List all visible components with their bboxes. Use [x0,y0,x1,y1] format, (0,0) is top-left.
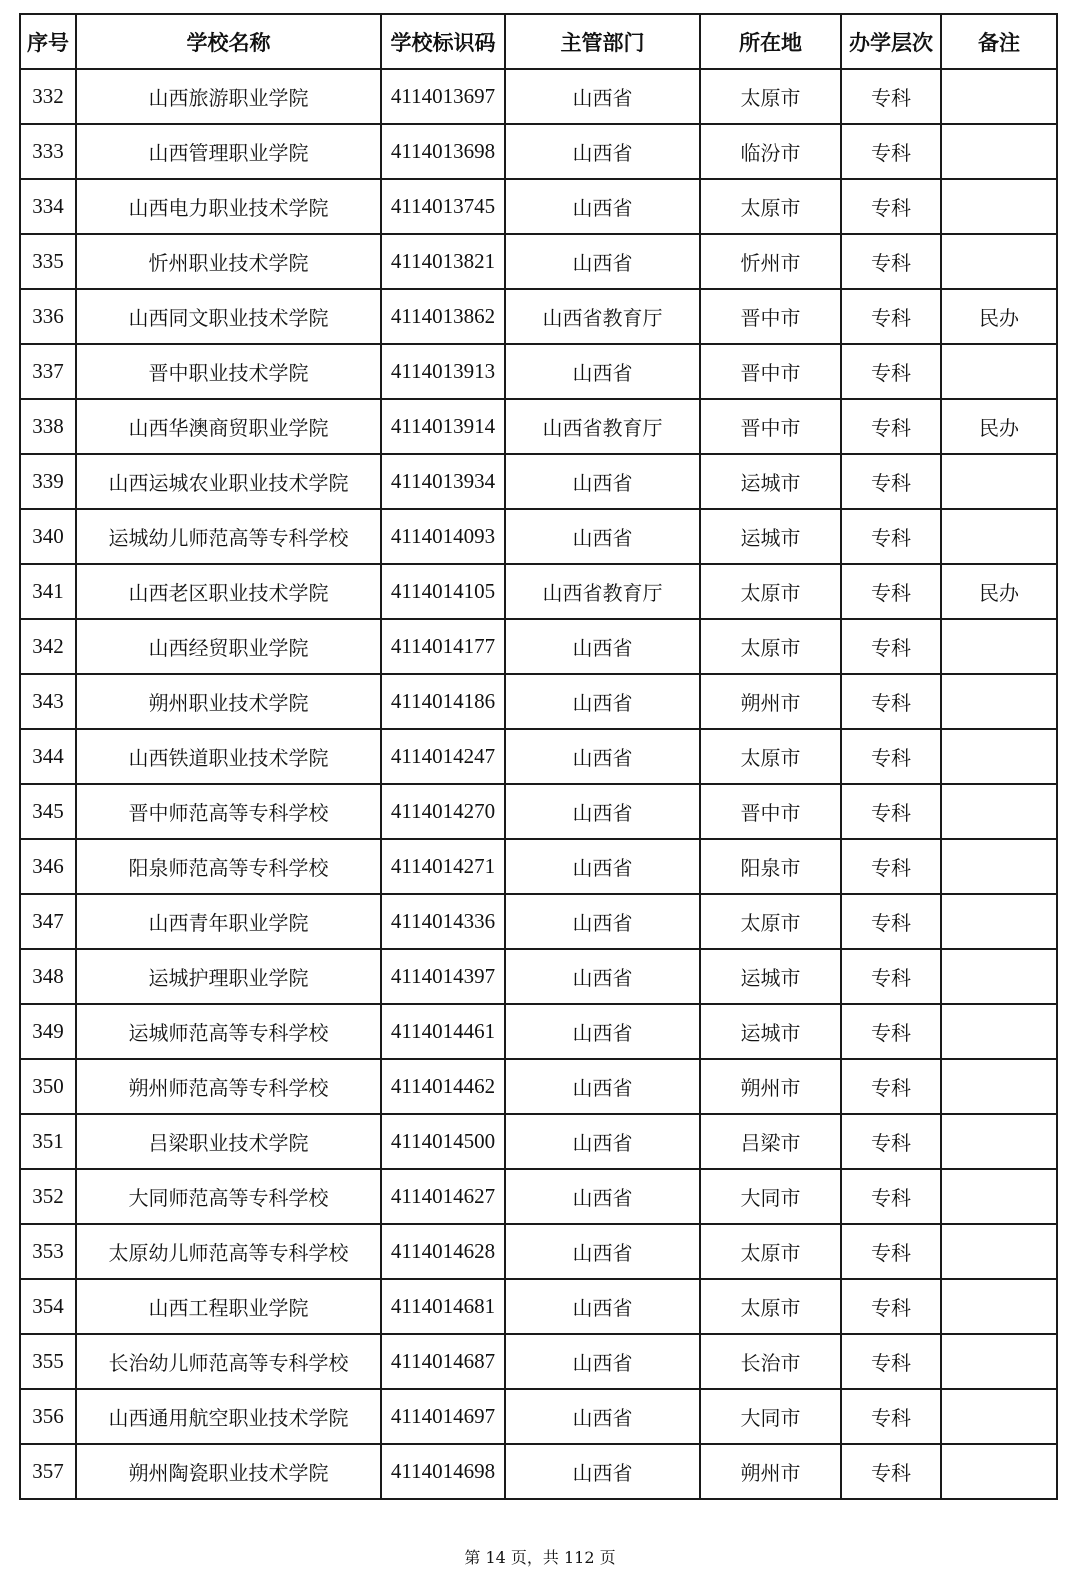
cell-school-name: 大同师范高等专科学校 [76,1169,381,1224]
cell-school-code: 4114014500 [381,1114,505,1169]
cell-level: 专科 [841,894,941,949]
cell-remark [941,674,1057,729]
cell-seq: 351 [20,1114,76,1169]
table-row [20,1004,1057,1059]
cell-school-code: 4114014462 [381,1059,505,1114]
cell-location: 太原市 [700,894,841,949]
cell-location: 吕梁市 [700,1114,841,1169]
cell-level: 专科 [841,289,941,344]
cell-location: 朔州市 [700,1059,841,1114]
cell-level: 专科 [841,234,941,289]
cell-location: 晋中市 [700,399,841,454]
cell-department: 山西省 [505,1444,700,1499]
cell-school-code: 4114014271 [381,839,505,894]
cell-location: 忻州市 [700,234,841,289]
cell-department: 山西省 [505,949,700,1004]
table-body [20,69,1057,1499]
cell-remark [941,179,1057,234]
header-location: 所在地 [700,14,841,69]
header-row [20,14,1057,69]
cell-school-code: 4114013913 [381,344,505,399]
header-level: 办学层次 [841,14,941,69]
table-row [20,509,1057,564]
cell-remark [941,1389,1057,1444]
cell-school-name: 太原幼儿师范高等专科学校 [76,1224,381,1279]
cell-department: 山西省 [505,454,700,509]
cell-school-code: 4114013697 [381,69,505,124]
cell-department: 山西省 [505,69,700,124]
cell-location: 阳泉市 [700,839,841,894]
cell-department: 山西省教育厅 [505,399,700,454]
cell-school-name: 山西经贸职业学院 [76,619,381,674]
cell-location: 朔州市 [700,1444,841,1499]
cell-level: 专科 [841,564,941,619]
table-row [20,564,1057,619]
table-row [20,1334,1057,1389]
cell-level: 专科 [841,1389,941,1444]
cell-level: 专科 [841,729,941,784]
cell-location: 运城市 [700,509,841,564]
header-school-code: 学校标识码 [381,14,505,69]
cell-school-code: 4114013821 [381,234,505,289]
cell-remark: 民办 [941,289,1057,344]
cell-school-name: 山西管理职业学院 [76,124,381,179]
cell-seq: 342 [20,619,76,674]
cell-remark [941,949,1057,1004]
table-row [20,69,1057,124]
cell-location: 太原市 [700,69,841,124]
cell-school-code: 4114014697 [381,1389,505,1444]
cell-level: 专科 [841,509,941,564]
cell-remark [941,1334,1057,1389]
cell-seq: 341 [20,564,76,619]
cell-school-name: 晋中职业技术学院 [76,344,381,399]
cell-remark [941,509,1057,564]
cell-seq: 337 [20,344,76,399]
cell-level: 专科 [841,179,941,234]
cell-location: 太原市 [700,1224,841,1279]
cell-remark [941,1444,1057,1499]
table-row [20,1444,1057,1499]
cell-remark: 民办 [941,399,1057,454]
cell-department: 山西省 [505,674,700,729]
cell-school-name: 山西旅游职业学院 [76,69,381,124]
cell-remark [941,1114,1057,1169]
table-row [20,344,1057,399]
table-row [20,1224,1057,1279]
cell-school-code: 4114014687 [381,1334,505,1389]
cell-school-code: 4114014397 [381,949,505,1004]
cell-school-name: 山西运城农业职业技术学院 [76,454,381,509]
cell-location: 太原市 [700,619,841,674]
cell-seq: 334 [20,179,76,234]
cell-level: 专科 [841,454,941,509]
table-row [20,1279,1057,1334]
table-header [20,14,1057,69]
table-row [20,234,1057,289]
cell-seq: 339 [20,454,76,509]
table-row [20,729,1057,784]
cell-location: 运城市 [700,1004,841,1059]
cell-department: 山西省 [505,784,700,839]
cell-remark: 民办 [941,564,1057,619]
table-row [20,949,1057,1004]
cell-location: 朔州市 [700,674,841,729]
cell-department: 山西省 [505,1279,700,1334]
header-seq: 序号 [20,14,76,69]
cell-school-code: 4114014628 [381,1224,505,1279]
cell-seq: 355 [20,1334,76,1389]
cell-department: 山西省 [505,839,700,894]
cell-school-name: 运城护理职业学院 [76,949,381,1004]
cell-seq: 353 [20,1224,76,1279]
table-row [20,179,1057,234]
cell-school-name: 阳泉师范高等专科学校 [76,839,381,894]
cell-school-code: 4114014247 [381,729,505,784]
cell-location: 大同市 [700,1389,841,1444]
cell-remark [941,1059,1057,1114]
cell-location: 长治市 [700,1334,841,1389]
cell-school-code: 4114013914 [381,399,505,454]
cell-department: 山西省 [505,1169,700,1224]
header-school-name: 学校名称 [76,14,381,69]
cell-school-name: 运城师范高等专科学校 [76,1004,381,1059]
cell-school-code: 4114014105 [381,564,505,619]
schools-table [19,13,1058,1500]
cell-remark [941,1279,1057,1334]
cell-location: 大同市 [700,1169,841,1224]
cell-level: 专科 [841,69,941,124]
cell-seq: 354 [20,1279,76,1334]
cell-level: 专科 [841,1224,941,1279]
cell-school-name: 山西老区职业技术学院 [76,564,381,619]
cell-school-code: 4114013698 [381,124,505,179]
table-row [20,784,1057,839]
header-remark: 备注 [941,14,1057,69]
cell-level: 专科 [841,839,941,894]
cell-remark [941,619,1057,674]
cell-seq: 332 [20,69,76,124]
cell-remark [941,1004,1057,1059]
cell-school-code: 4114014093 [381,509,505,564]
cell-school-code: 4114013862 [381,289,505,344]
cell-school-name: 朔州职业技术学院 [76,674,381,729]
cell-school-code: 4114014336 [381,894,505,949]
cell-location: 运城市 [700,454,841,509]
cell-school-name: 山西通用航空职业技术学院 [76,1389,381,1444]
cell-school-name: 山西电力职业技术学院 [76,179,381,234]
cell-level: 专科 [841,344,941,399]
cell-school-name: 山西同文职业技术学院 [76,289,381,344]
table-row [20,124,1057,179]
cell-department: 山西省 [505,1004,700,1059]
cell-remark [941,234,1057,289]
cell-seq: 336 [20,289,76,344]
cell-remark [941,1224,1057,1279]
table-row [20,894,1057,949]
cell-seq: 350 [20,1059,76,1114]
cell-seq: 348 [20,949,76,1004]
cell-school-name: 朔州师范高等专科学校 [76,1059,381,1114]
cell-school-name: 吕梁职业技术学院 [76,1114,381,1169]
cell-level: 专科 [841,949,941,1004]
cell-department: 山西省 [505,619,700,674]
cell-location: 运城市 [700,949,841,1004]
cell-seq: 333 [20,124,76,179]
cell-seq: 340 [20,509,76,564]
cell-level: 专科 [841,784,941,839]
cell-school-code: 4114013934 [381,454,505,509]
table-row [20,619,1057,674]
cell-department: 山西省 [505,344,700,399]
table-row [20,1059,1057,1114]
cell-school-name: 晋中师范高等专科学校 [76,784,381,839]
cell-department: 山西省 [505,234,700,289]
cell-school-name: 忻州职业技术学院 [76,234,381,289]
cell-school-name: 山西青年职业学院 [76,894,381,949]
cell-school-name: 山西工程职业学院 [76,1279,381,1334]
cell-department: 山西省教育厅 [505,289,700,344]
cell-level: 专科 [841,1279,941,1334]
cell-remark [941,1169,1057,1224]
cell-location: 太原市 [700,729,841,784]
cell-department: 山西省教育厅 [505,564,700,619]
cell-school-name: 朔州陶瓷职业技术学院 [76,1444,381,1499]
cell-school-name: 运城幼儿师范高等专科学校 [76,509,381,564]
cell-level: 专科 [841,1169,941,1224]
cell-department: 山西省 [505,1059,700,1114]
cell-school-code: 4114014186 [381,674,505,729]
cell-location: 晋中市 [700,344,841,399]
table-row [20,454,1057,509]
cell-school-code: 4114014270 [381,784,505,839]
cell-department: 山西省 [505,1224,700,1279]
cell-department: 山西省 [505,1389,700,1444]
cell-seq: 346 [20,839,76,894]
cell-remark [941,784,1057,839]
table-row [20,839,1057,894]
cell-remark [941,69,1057,124]
cell-level: 专科 [841,674,941,729]
cell-department: 山西省 [505,124,700,179]
cell-seq: 343 [20,674,76,729]
cell-school-code: 4114013745 [381,179,505,234]
cell-remark [941,454,1057,509]
cell-level: 专科 [841,619,941,674]
cell-school-code: 4114014698 [381,1444,505,1499]
cell-level: 专科 [841,1334,941,1389]
cell-school-code: 4114014627 [381,1169,505,1224]
cell-remark [941,894,1057,949]
cell-location: 临汾市 [700,124,841,179]
table-row [20,674,1057,729]
table-row [20,1114,1057,1169]
cell-level: 专科 [841,399,941,454]
cell-seq: 356 [20,1389,76,1444]
cell-seq: 357 [20,1444,76,1499]
cell-department: 山西省 [505,1334,700,1389]
cell-department: 山西省 [505,1114,700,1169]
cell-seq: 345 [20,784,76,839]
cell-remark [941,124,1057,179]
table-row [20,1389,1057,1444]
cell-seq: 335 [20,234,76,289]
table-row [20,399,1057,454]
cell-school-code: 4114014461 [381,1004,505,1059]
cell-seq: 338 [20,399,76,454]
cell-location: 太原市 [700,564,841,619]
cell-department: 山西省 [505,179,700,234]
cell-seq: 344 [20,729,76,784]
cell-seq: 349 [20,1004,76,1059]
cell-level: 专科 [841,1114,941,1169]
cell-location: 太原市 [700,179,841,234]
header-department: 主管部门 [505,14,700,69]
cell-remark [941,839,1057,894]
cell-school-code: 4114014681 [381,1279,505,1334]
cell-school-code: 4114014177 [381,619,505,674]
cell-seq: 347 [20,894,76,949]
cell-level: 专科 [841,1444,941,1499]
cell-remark [941,729,1057,784]
cell-location: 晋中市 [700,784,841,839]
cell-level: 专科 [841,124,941,179]
cell-level: 专科 [841,1004,941,1059]
cell-school-name: 山西华澳商贸职业学院 [76,399,381,454]
cell-school-name: 长治幼儿师范高等专科学校 [76,1334,381,1389]
table-row [20,1169,1057,1224]
cell-department: 山西省 [505,509,700,564]
page-footer: 第 14 页，共 112 页 [464,1548,616,1567]
cell-remark [941,344,1057,399]
cell-school-name: 山西铁道职业技术学院 [76,729,381,784]
table-row [20,289,1057,344]
cell-location: 晋中市 [700,289,841,344]
cell-seq: 352 [20,1169,76,1224]
cell-department: 山西省 [505,894,700,949]
cell-department: 山西省 [505,729,700,784]
cell-level: 专科 [841,1059,941,1114]
cell-location: 太原市 [700,1279,841,1334]
